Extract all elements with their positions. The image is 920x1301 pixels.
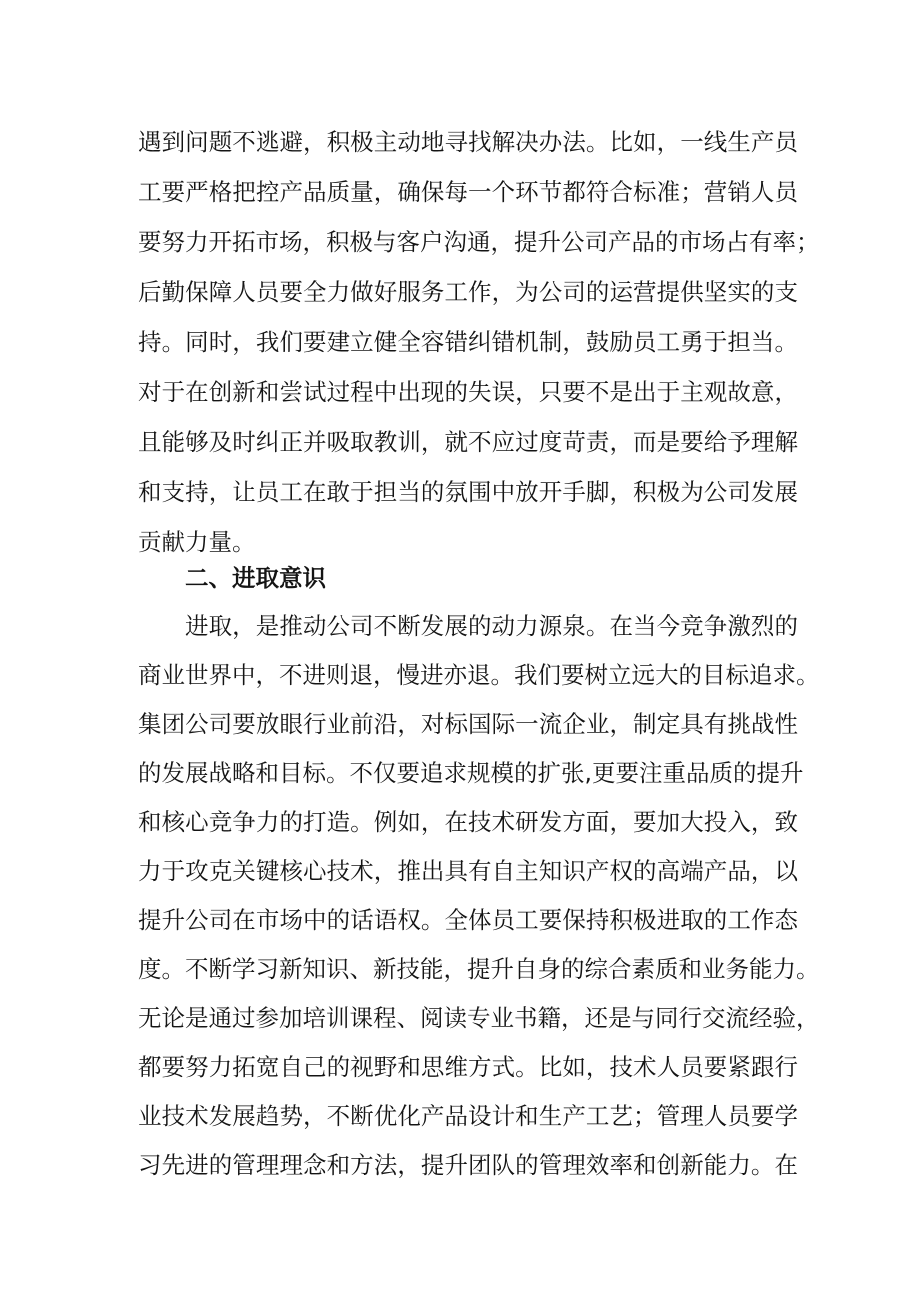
paragraph-2-line-6: 力于攻克关键核心技术，推出具有自主知识产权的高端产品，以 [138, 857, 798, 885]
paragraph-1-line-2: 工要严格把控产品质量，确保每一个环节都符合标准；营销人员 [138, 178, 798, 206]
paragraph-2-line-9: 无论是通过参加培训课程、阅读专业书籍，还是与同行交流经验， [138, 1004, 820, 1032]
paragraph-1-line-4: 后勤保障人员要全力做好服务工作，为公司的运营提供坚实的支 [138, 278, 798, 306]
paragraph-2-line-8: 度。不断学习新知识、新技能，提升自身的综合素质和业务能力。 [138, 955, 820, 983]
paragraph-2-line-5: 和核心竞争力的打造。例如，在技术研发方面，要加大投入，致 [138, 808, 798, 836]
paragraph-2-line-10: 都要努力拓宽自己的视野和思维方式。比如，技术人员要紧跟行 [138, 1053, 798, 1081]
section-heading: 二、进取意识 [185, 564, 326, 592]
paragraph-2-line-1: 进取，是推动公司不断发展的动力源泉。在当今竞争激烈的 [185, 612, 798, 640]
paragraph-2-line-4: 的发展战略和目标。不仅要追求规模的扩张,更要注重品质的提升 [138, 759, 804, 787]
paragraph-2-line-2: 商业世界中，不进则退，慢进亦退。我们要树立远大的目标追求。 [138, 661, 820, 689]
paragraph-1-line-5: 持。同时，我们要建立健全容错纠错机制，鼓励员工勇于担当。 [138, 328, 798, 356]
paragraph-2-line-12: 习先进的管理理念和方法，提升团队的管理效率和创新能力。在 [138, 1151, 798, 1179]
paragraph-1-line-8: 和支持，让员工在敢于担当的氛围中放开手脚，积极为公司发展 [138, 478, 798, 506]
paragraph-1-line-7: 且能够及时纠正并吸取教训，就不应过度苛责，而是要给予理解 [138, 428, 798, 456]
paragraph-1-line-9: 贡献力量。 [138, 528, 256, 556]
paragraph-2-line-3: 集团公司要放眼行业前沿，对标国际一流企业，制定具有挑战性 [138, 710, 798, 738]
paragraph-2-line-7: 提升公司在市场中的话语权。全体员工要保持积极进取的工作态 [138, 906, 798, 934]
paragraph-2-line-11: 业技术发展趋势，不断优化产品设计和生产工艺；管理人员要学 [138, 1102, 798, 1130]
paragraph-1-line-1: 遇到问题不逃避，积极主动地寻找解决办法。比如，一线生产员 [138, 128, 798, 156]
paragraph-1-line-3: 要努力开拓市场，积极与客户沟通，提升公司产品的市场占有率； [138, 228, 820, 256]
paragraph-1-line-6: 对于在创新和尝试过程中出现的失误，只要不是出于主观故意， [138, 378, 798, 406]
